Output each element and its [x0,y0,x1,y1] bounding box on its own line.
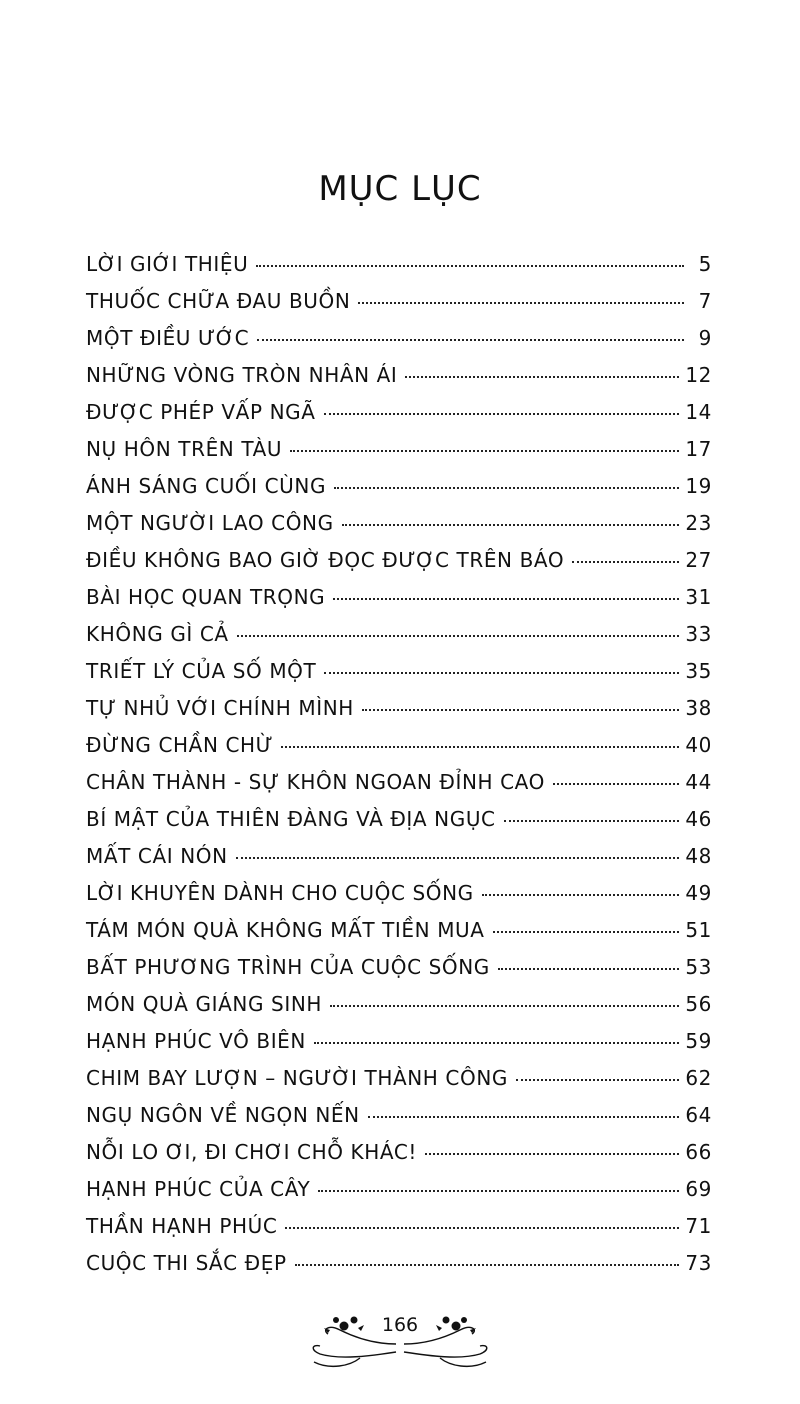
toc-entry [86,363,712,400]
toc-entry-page: 35 [685,659,712,683]
toc-entry [86,696,712,733]
toc-dot-leader [493,925,680,933]
toc-entry-title: KHÔNG GÌ CẢ [86,622,229,646]
toc-entry-title: MỘT NGƯỜI LAO CÔNG [86,511,334,535]
toc-entry-page: 7 [698,289,712,313]
toc-entry-title: TỰ NHỦ VỚI CHÍNH MÌNH [86,696,354,720]
toc-entry [86,733,712,770]
toc-dot-leader [572,555,679,563]
toc-entry-page: 66 [685,1140,712,1164]
toc-entry-page: 38 [685,696,712,720]
toc-entry-title: THẦN HẠNH PHÚC [86,1214,278,1238]
toc-entry-title: MẤT CÁI NÓN [86,844,228,868]
toc-entry [86,585,712,622]
toc-entry-title: BẤT PHƯƠNG TRÌNH CỦA CUỘC SỐNG [86,955,490,979]
toc-entry [86,881,712,918]
page-title: MỤC LỤC [318,168,482,209]
toc-dot-leader [314,1036,679,1044]
toc-entry-title: ÁNH SÁNG CUỐI CÙNG [86,474,327,498]
floral-flourish-icon [300,1300,500,1380]
toc-entry-page: 69 [685,1177,712,1201]
toc-entry-page: 64 [685,1103,712,1127]
toc-dot-leader [482,888,680,896]
toc-dot-leader [330,999,679,1007]
toc-entry-title: CHIM BAY LƯỢN – NGƯỜI THÀNH CÔNG [86,1066,508,1090]
toc-entry-title: BÍ MẬT CỦA THIÊN ĐÀNG VÀ ĐỊA NGỤC [86,807,496,831]
toc-entry [86,622,712,659]
toc-dot-leader [358,296,684,304]
toc-entry-title: NỤ HÔN TRÊN TÀU [86,437,283,461]
toc-entry-page: 40 [685,733,712,757]
toc-dot-leader [362,703,679,711]
toc-entry [86,252,712,289]
toc-dot-leader [285,1221,679,1229]
toc-dot-leader [324,666,679,674]
toc-entry-page: 31 [685,585,712,609]
toc-entry-title: HẠNH PHÚC VÔ BIÊN [86,1029,306,1053]
toc-entry [86,1140,712,1177]
toc-entry-title: BÀI HỌC QUAN TRỌNG [86,585,326,609]
toc-entry-title: NỖI LO ƠI, ĐI CHƠI CHỖ KHÁC! [86,1140,418,1164]
toc-dot-leader [333,592,679,600]
toc-dot-leader [257,333,684,341]
toc-entry-page: 23 [685,511,712,535]
toc-entry [86,1066,712,1103]
toc-dot-leader [368,1110,680,1118]
page-footer [300,1300,500,1380]
toc-dot-leader [425,1147,679,1155]
toc-dot-leader [405,370,679,378]
toc-entry-page: 17 [685,437,712,461]
toc-entry-page: 59 [685,1029,712,1053]
toc-entry [86,326,712,363]
toc-entry-page: 56 [685,992,712,1016]
toc-dot-leader [516,1073,679,1081]
toc-entry-title: ĐIỀU KHÔNG BAO GIỜ ĐỌC ĐƯỢC TRÊN BÁO [86,548,565,572]
toc-entry-title: CHÂN THÀNH - SỰ KHÔN NGOAN ĐỈNH CAO [86,770,545,794]
toc-entry [86,548,712,585]
table-of-contents [86,252,712,1288]
toc-entry-page: 12 [685,363,712,387]
toc-dot-leader [237,629,680,637]
toc-entry-title: THUỐC CHỮA ĐAU BUỒN [86,289,351,313]
toc-entry [86,1029,712,1066]
toc-entry [86,955,712,992]
toc-entry-page: 53 [685,955,712,979]
toc-entry-title: NGỤ NGÔN VỀ NGỌN NẾN [86,1103,360,1127]
toc-entry-page: 51 [685,918,712,942]
toc-entry-title: ĐỪNG CHẦN CHỪ [86,733,274,757]
toc-entry [86,437,712,474]
toc-entry-page: 33 [685,622,712,646]
toc-dot-leader [281,740,679,748]
toc-entry [86,844,712,881]
toc-entry [86,918,712,955]
toc-entry [86,1103,712,1140]
toc-entry-page: 49 [685,881,712,905]
toc-entry-title: HẠNH PHÚC CỦA CÂY [86,1177,311,1201]
toc-entry-title: MỘT ĐIỀU ƯỚC [86,326,250,350]
toc-entry [86,511,712,548]
toc-dot-leader [504,814,680,822]
toc-entry-page: 46 [685,807,712,831]
toc-entry-page: 62 [685,1066,712,1090]
toc-entry-page: 9 [698,326,712,350]
toc-entry-page: 5 [698,252,712,276]
toc-entry-page: 48 [685,844,712,868]
toc-entry-title: ĐƯỢC PHÉP VẤP NGÃ [86,400,316,424]
toc-dot-leader [256,259,684,267]
toc-entry-page: 14 [685,400,712,424]
toc-entry [86,1214,712,1251]
toc-dot-leader [334,481,679,489]
toc-entry [86,400,712,437]
toc-dot-leader [342,518,680,526]
toc-dot-leader [324,407,680,415]
toc-entry-title: LỜI KHUYÊN DÀNH CHO CUỘC SỐNG [86,881,474,905]
toc-dot-leader [236,851,680,859]
toc-entry-title: TÁM MÓN QUÀ KHÔNG MẤT TIỀN MUA [86,918,485,942]
toc-entry [86,474,712,511]
toc-entry-page: 73 [685,1251,712,1275]
toc-entry [86,770,712,807]
toc-entry-page: 44 [685,770,712,794]
toc-entry-title: LỜI GIỚI THIỆU [86,252,249,276]
page-number: 166 [381,1314,419,1336]
toc-entry-page: 27 [685,548,712,572]
toc-dot-leader [295,1258,680,1266]
toc-entry [86,289,712,326]
toc-entry [86,1251,712,1288]
toc-entry-page: 71 [685,1214,712,1238]
toc-entry-title: TRIẾT LÝ CỦA SỐ MỘT [86,659,317,683]
toc-entry [86,807,712,844]
toc-entry-page: 19 [685,474,712,498]
toc-entry [86,1177,712,1214]
toc-entry-title: NHỮNG VÒNG TRÒN NHÂN ÁI [86,363,398,387]
toc-dot-leader [290,444,679,452]
toc-entry [86,992,712,1029]
toc-dot-leader [553,777,679,785]
toc-entry-title: CUỘC THI SẮC ĐẸP [86,1251,287,1275]
toc-entry [86,659,712,696]
toc-dot-leader [318,1184,679,1192]
toc-entry-title: MÓN QUÀ GIÁNG SINH [86,992,323,1016]
toc-dot-leader [498,962,679,970]
